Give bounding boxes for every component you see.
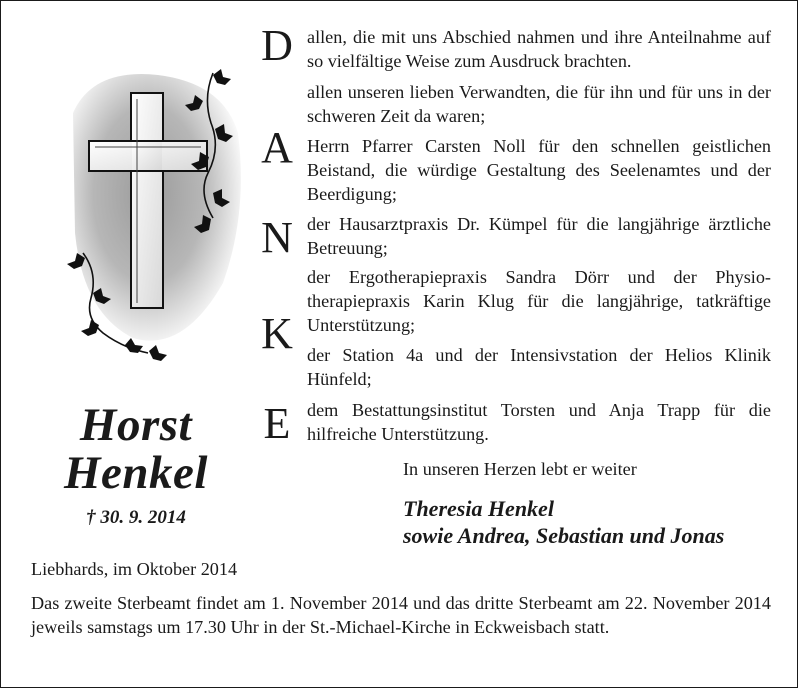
deceased-last-name: Henkel [64, 447, 208, 499]
closing-line: In unseren Herzen lebt er weiter [403, 459, 637, 479]
service-announcement: Das zweite Sterbeamt findet am 1. November 2014 und das dritte Sterbeamt am 22. November 2014 jeweils samstags um 17.30 Uhr in der St.-Michael-Kirche in Eckweisbach statt. [31, 593, 771, 637]
dank-letter-k: K [261, 309, 293, 358]
thanks-paragraph: allen, die mit uns Abschied nahmen und ihre Anteilnahme auf so vielfältige Weise zum Ausdruck brachten. [307, 27, 771, 71]
death-date: † 30. 9. 2014 [86, 507, 186, 528]
dank-letter-d: D [261, 21, 293, 70]
dank-letter-a: A [261, 123, 293, 172]
signature-line-2: sowie Andrea, Sebastian und Jonas [403, 523, 725, 548]
thanks-paragraph: allen unseren lieben Verwandten, die für ihn und für uns in der schweren Zeit da waren; [307, 82, 771, 126]
thanks-paragraph: der Ergotherapiepraxis Sandra Dörr und der Physio-therapiepraxis Karin Klug für die langjährige, tatkräftige Unterstützung; [307, 267, 771, 335]
signature-line-1: Theresia Henkel [403, 496, 554, 521]
deceased-first-name: Horst [79, 399, 193, 451]
thanks-paragraph: Herrn Pfarrer Carsten Noll für den schnellen geistlichen Beistand, die würdige Gestaltung des Seelenamtes und der Beerdigung; [307, 136, 771, 204]
thanks-paragraph: der Hausarztpraxis Dr. Kümpel für die langjährige ärztliche Betreuung; [307, 214, 771, 258]
dank-letter-e: E [263, 399, 291, 448]
place-date: Liebhards, im Oktober 2014 [31, 559, 238, 579]
dank-letter-n: N [261, 213, 293, 262]
thanks-paragraph: der Station 4a und der Intensivstation der Helios Klinik Hünfeld; [307, 345, 771, 389]
thanks-paragraph: dem Bestattungsinstitut Torsten und Anja Trapp für die hilfreiche Unterstützung. [307, 400, 771, 444]
cross-with-ivy-icon [63, 53, 258, 373]
